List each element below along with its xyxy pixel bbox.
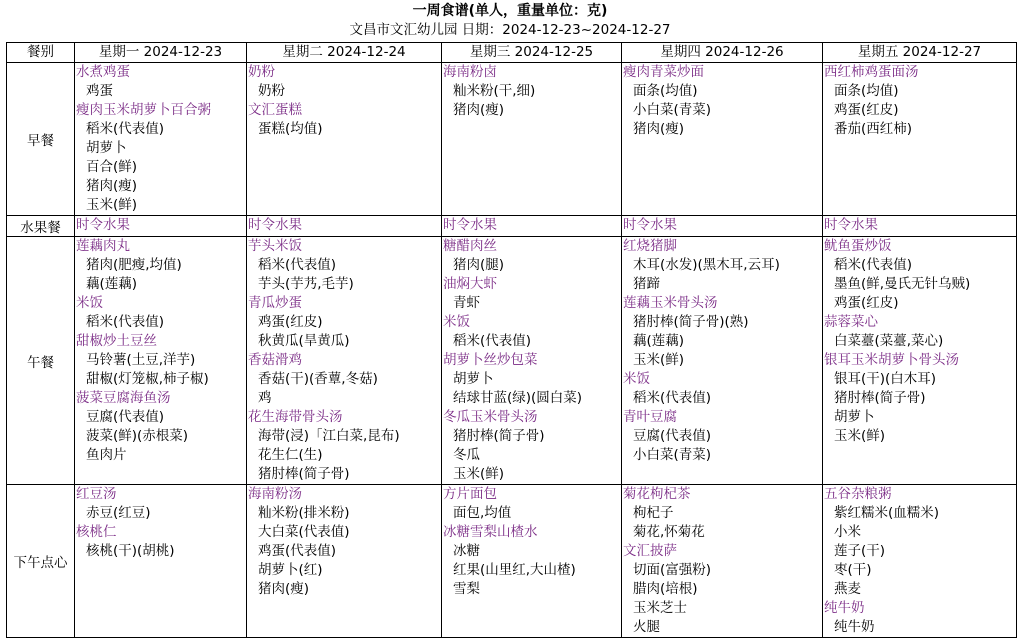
- day-header: 星期五 2024-12-27: [823, 43, 1017, 63]
- ingredient: 菊花,怀菊花: [633, 524, 705, 540]
- ingredient: 猪肘棒(简子骨): [258, 466, 350, 482]
- menu-cell: [75, 485, 247, 638]
- menu-cell: [247, 485, 442, 638]
- ingredient: 白菜薹(菜薹,菜心): [834, 333, 944, 349]
- dish-name: 青瓜炒蛋: [248, 295, 302, 311]
- ingredient: 花生仁(生): [258, 447, 323, 463]
- menu-cell: [823, 63, 1017, 216]
- ingredient: 猪肉(瘦): [453, 102, 505, 118]
- menu-cell: [622, 237, 823, 485]
- ingredient: 稻米(代表值): [258, 257, 337, 273]
- dish-name: 菠菜豆腐海鱼汤: [76, 390, 171, 406]
- ingredient: 奶粉: [258, 83, 285, 99]
- ingredient: 赤豆(红豆): [86, 505, 151, 521]
- dish-name: 鱿鱼蛋炒饭: [824, 238, 892, 254]
- dish-name: 香菇滑鸡: [248, 352, 302, 368]
- ingredient: 猪肘棒(简子骨): [453, 428, 545, 444]
- ingredient: 蛋糕(均值): [258, 121, 323, 137]
- dish-name: 瘦肉青菜炒面: [623, 64, 704, 80]
- menu-cell: [622, 63, 823, 216]
- ingredient: 玉米(鲜): [453, 466, 505, 482]
- ingredient: 小白菜(青菜): [633, 447, 712, 463]
- dish-name: 奶粉: [248, 64, 275, 80]
- ingredient: 猪肉(瘦): [86, 178, 138, 194]
- dish-name: 五谷杂粮粥: [824, 486, 892, 502]
- ingredient: 猪肉(腿): [453, 257, 505, 273]
- dish-name: 瘦肉玉米胡萝卜百合粥: [76, 102, 211, 118]
- dish-name: 纯牛奶: [824, 600, 865, 616]
- day-header: 星期三 2024-12-25: [442, 43, 622, 63]
- weekly-menu-table: [6, 42, 1017, 638]
- meal-row: [7, 485, 1017, 638]
- dish-name: 水煮鸡蛋: [76, 64, 130, 80]
- ingredient: 玉米(鲜): [86, 197, 138, 213]
- ingredient: 木耳(水发)(黑木耳,云耳): [633, 257, 780, 273]
- dish-name: 冰糖雪梨山楂水: [443, 524, 538, 540]
- ingredient: 红果(山里红,大山楂): [453, 562, 576, 578]
- ingredient: 冬瓜: [453, 447, 480, 463]
- dish-name: 胡萝卜丝炒包菜: [443, 352, 538, 368]
- dish-name: 糖醋肉丝: [443, 238, 497, 254]
- dish-name: 菊花枸杞茶: [623, 486, 691, 502]
- menu-cell: [823, 485, 1017, 638]
- ingredient: 玉米(鲜): [834, 428, 886, 444]
- ingredient: 稻米(代表值): [86, 314, 165, 330]
- ingredient: 紫红糯米(血糯米): [834, 505, 940, 521]
- ingredient: 鸡: [258, 390, 272, 406]
- menu-cell: [823, 237, 1017, 485]
- meal-label: 午餐: [7, 237, 75, 485]
- ingredient: 燕麦: [834, 581, 861, 597]
- ingredient: 菠菜(鲜)(赤根菜): [86, 428, 189, 444]
- ingredient: 火腿: [633, 619, 660, 635]
- ingredient: 番茄(西红柿): [834, 121, 913, 137]
- ingredient: 猪肉(瘦): [633, 121, 685, 137]
- menu-cell: [75, 63, 247, 216]
- day-header: 星期二 2024-12-24: [247, 43, 442, 63]
- ingredient: 藕(莲藕): [633, 333, 685, 349]
- ingredient: 大白菜(代表值): [258, 524, 350, 540]
- menu-cell: [622, 485, 823, 638]
- meal-label: 早餐: [7, 63, 75, 216]
- dish-name: 油焖大虾: [443, 276, 497, 292]
- dish-name: 红烧猪脚: [623, 238, 677, 254]
- dish-name: 海南粉汤: [248, 486, 302, 502]
- dish-name: 银耳玉米胡萝卜骨头汤: [824, 352, 959, 368]
- menu-cell: [823, 216, 1017, 237]
- ingredient: 胡萝卜: [834, 409, 875, 425]
- dish-name: 时令水果: [248, 217, 302, 233]
- dish-name: 时令水果: [76, 217, 130, 233]
- day-header: 星期四 2024-12-26: [622, 43, 823, 63]
- dish-name: 米饭: [623, 371, 650, 387]
- ingredient: 银耳(干)(白木耳): [834, 371, 937, 387]
- ingredient: 切面(富强粉): [633, 562, 712, 578]
- ingredient: 枣(干): [834, 562, 872, 578]
- ingredient: 籼米粉(排米粉): [258, 505, 350, 521]
- ingredient: 马铃薯(土豆,洋芋): [86, 352, 196, 368]
- ingredient: 结球甘蓝(绿)(圆白菜): [453, 390, 583, 406]
- dish-name: 蒜蓉菜心: [824, 314, 878, 330]
- ingredient: 胡萝卜: [453, 371, 494, 387]
- menu-cell: [442, 63, 622, 216]
- ingredient: 稻米(代表值): [834, 257, 913, 273]
- dish-name: 文汇蛋糕: [248, 102, 302, 118]
- meal-row: [7, 216, 1017, 237]
- dish-name: 文汇披萨: [623, 543, 677, 559]
- ingredient: 鱼肉片: [86, 447, 127, 463]
- meal-label: 下午点心: [7, 485, 75, 638]
- ingredient: 面包,均值: [453, 505, 512, 521]
- ingredient: 雪梨: [453, 581, 480, 597]
- dish-name: 海南粉卤: [443, 64, 497, 80]
- ingredient: 猪肉(肥瘦,均值): [86, 257, 182, 273]
- dish-name: 方片面包: [443, 486, 497, 502]
- header-row: [7, 43, 1017, 63]
- ingredient: 玉米(鲜): [633, 352, 685, 368]
- menu-cell: [75, 237, 247, 485]
- ingredient: 猪肘棒(简子骨): [834, 390, 926, 406]
- menu-cell: [75, 216, 247, 237]
- ingredient: 豆腐(代表值): [633, 428, 712, 444]
- ingredient: 稻米(代表值): [453, 333, 532, 349]
- ingredient: 莲子(干): [834, 543, 886, 559]
- ingredient: 鸡蛋(红皮): [834, 295, 899, 311]
- meal-row: [7, 237, 1017, 485]
- ingredient: 墨鱼(鲜,曼氏无针乌贼): [834, 276, 971, 292]
- ingredient: 海带(浸)「江白菜,昆布): [258, 428, 400, 444]
- ingredient: 香菇(干)(香蕈,冬菇): [258, 371, 378, 387]
- dish-name: 时令水果: [443, 217, 497, 233]
- menu-cell: [247, 216, 442, 237]
- ingredient: 鸡蛋: [86, 83, 113, 99]
- ingredient: 豆腐(代表值): [86, 409, 165, 425]
- ingredient: 胡萝卜: [86, 140, 127, 156]
- menu-cell: [442, 485, 622, 638]
- ingredient: 腊肉(培根): [633, 581, 698, 597]
- dish-name: 花生海带骨头汤: [248, 409, 343, 425]
- ingredient: 猪肘棒(简子骨)(熟): [633, 314, 749, 330]
- day-header: 星期一 2024-12-23: [75, 43, 247, 63]
- ingredient: 枸杞子: [633, 505, 674, 521]
- ingredient: 胡萝卜(红): [258, 562, 323, 578]
- meal-column-header: 餐别: [7, 43, 75, 63]
- ingredient: 小白菜(青菜): [633, 102, 712, 118]
- ingredient: 冰糖: [453, 543, 480, 559]
- dish-name: 冬瓜玉米骨头汤: [443, 409, 538, 425]
- ingredient: 籼米粉(干,细): [453, 83, 536, 99]
- ingredient: 面条(均值): [633, 83, 698, 99]
- ingredient: 百合(鲜): [86, 159, 138, 175]
- menu-cell: [442, 216, 622, 237]
- ingredient: 鸡蛋(代表值): [258, 543, 337, 559]
- ingredient: 核桃(干)(胡桃): [86, 543, 175, 559]
- ingredient: 猪蹄: [633, 276, 660, 292]
- page-subtitle: 文昌市文汇幼儿园 日期：2024-12-23~2024-12-27: [349, 22, 671, 38]
- ingredient: 秋黄瓜(旱黄瓜): [258, 333, 350, 349]
- dish-name: 米饭: [76, 295, 103, 311]
- ingredient: 稻米(代表值): [86, 121, 165, 137]
- meal-row: [7, 63, 1017, 216]
- ingredient: 藕(莲藕): [86, 276, 138, 292]
- ingredient: 猪肉(瘦): [258, 581, 310, 597]
- dish-name: 米饭: [443, 314, 470, 330]
- ingredient: 青虾: [453, 295, 480, 311]
- dish-name: 时令水果: [623, 217, 677, 233]
- ingredient: 玉米芝士: [633, 600, 687, 616]
- dish-name: 西红柿鸡蛋面汤: [824, 64, 919, 80]
- meal-label: 水果餐: [7, 216, 75, 237]
- ingredient: 甜椒(灯笼椒,柿子椒): [86, 371, 209, 387]
- ingredient: 鸡蛋(红皮): [834, 102, 899, 118]
- menu-cell: [442, 237, 622, 485]
- ingredient: 稻米(代表值): [633, 390, 712, 406]
- menu-cell: [247, 63, 442, 216]
- dish-name: 青叶豆腐: [623, 409, 677, 425]
- ingredient: 面条(均值): [834, 83, 899, 99]
- ingredient: 鸡蛋(红皮): [258, 314, 323, 330]
- ingredient: 纯牛奶: [834, 619, 875, 635]
- page-title: 一周食谱(单人，重量单位：克): [412, 3, 608, 19]
- dish-name: 时令水果: [824, 217, 878, 233]
- dish-name: 核桃仁: [76, 524, 117, 540]
- dish-name: 红豆汤: [76, 486, 117, 502]
- dish-name: 甜椒炒土豆丝: [76, 333, 157, 349]
- ingredient: 小米: [834, 524, 861, 540]
- dish-name: 莲藕玉米骨头汤: [623, 295, 718, 311]
- menu-cell: [247, 237, 442, 485]
- dish-name: 莲藕肉丸: [76, 238, 130, 254]
- ingredient: 芋头(芋艿,毛芋): [258, 276, 354, 292]
- dish-name: 芋头米饭: [248, 238, 302, 254]
- menu-cell: [622, 216, 823, 237]
